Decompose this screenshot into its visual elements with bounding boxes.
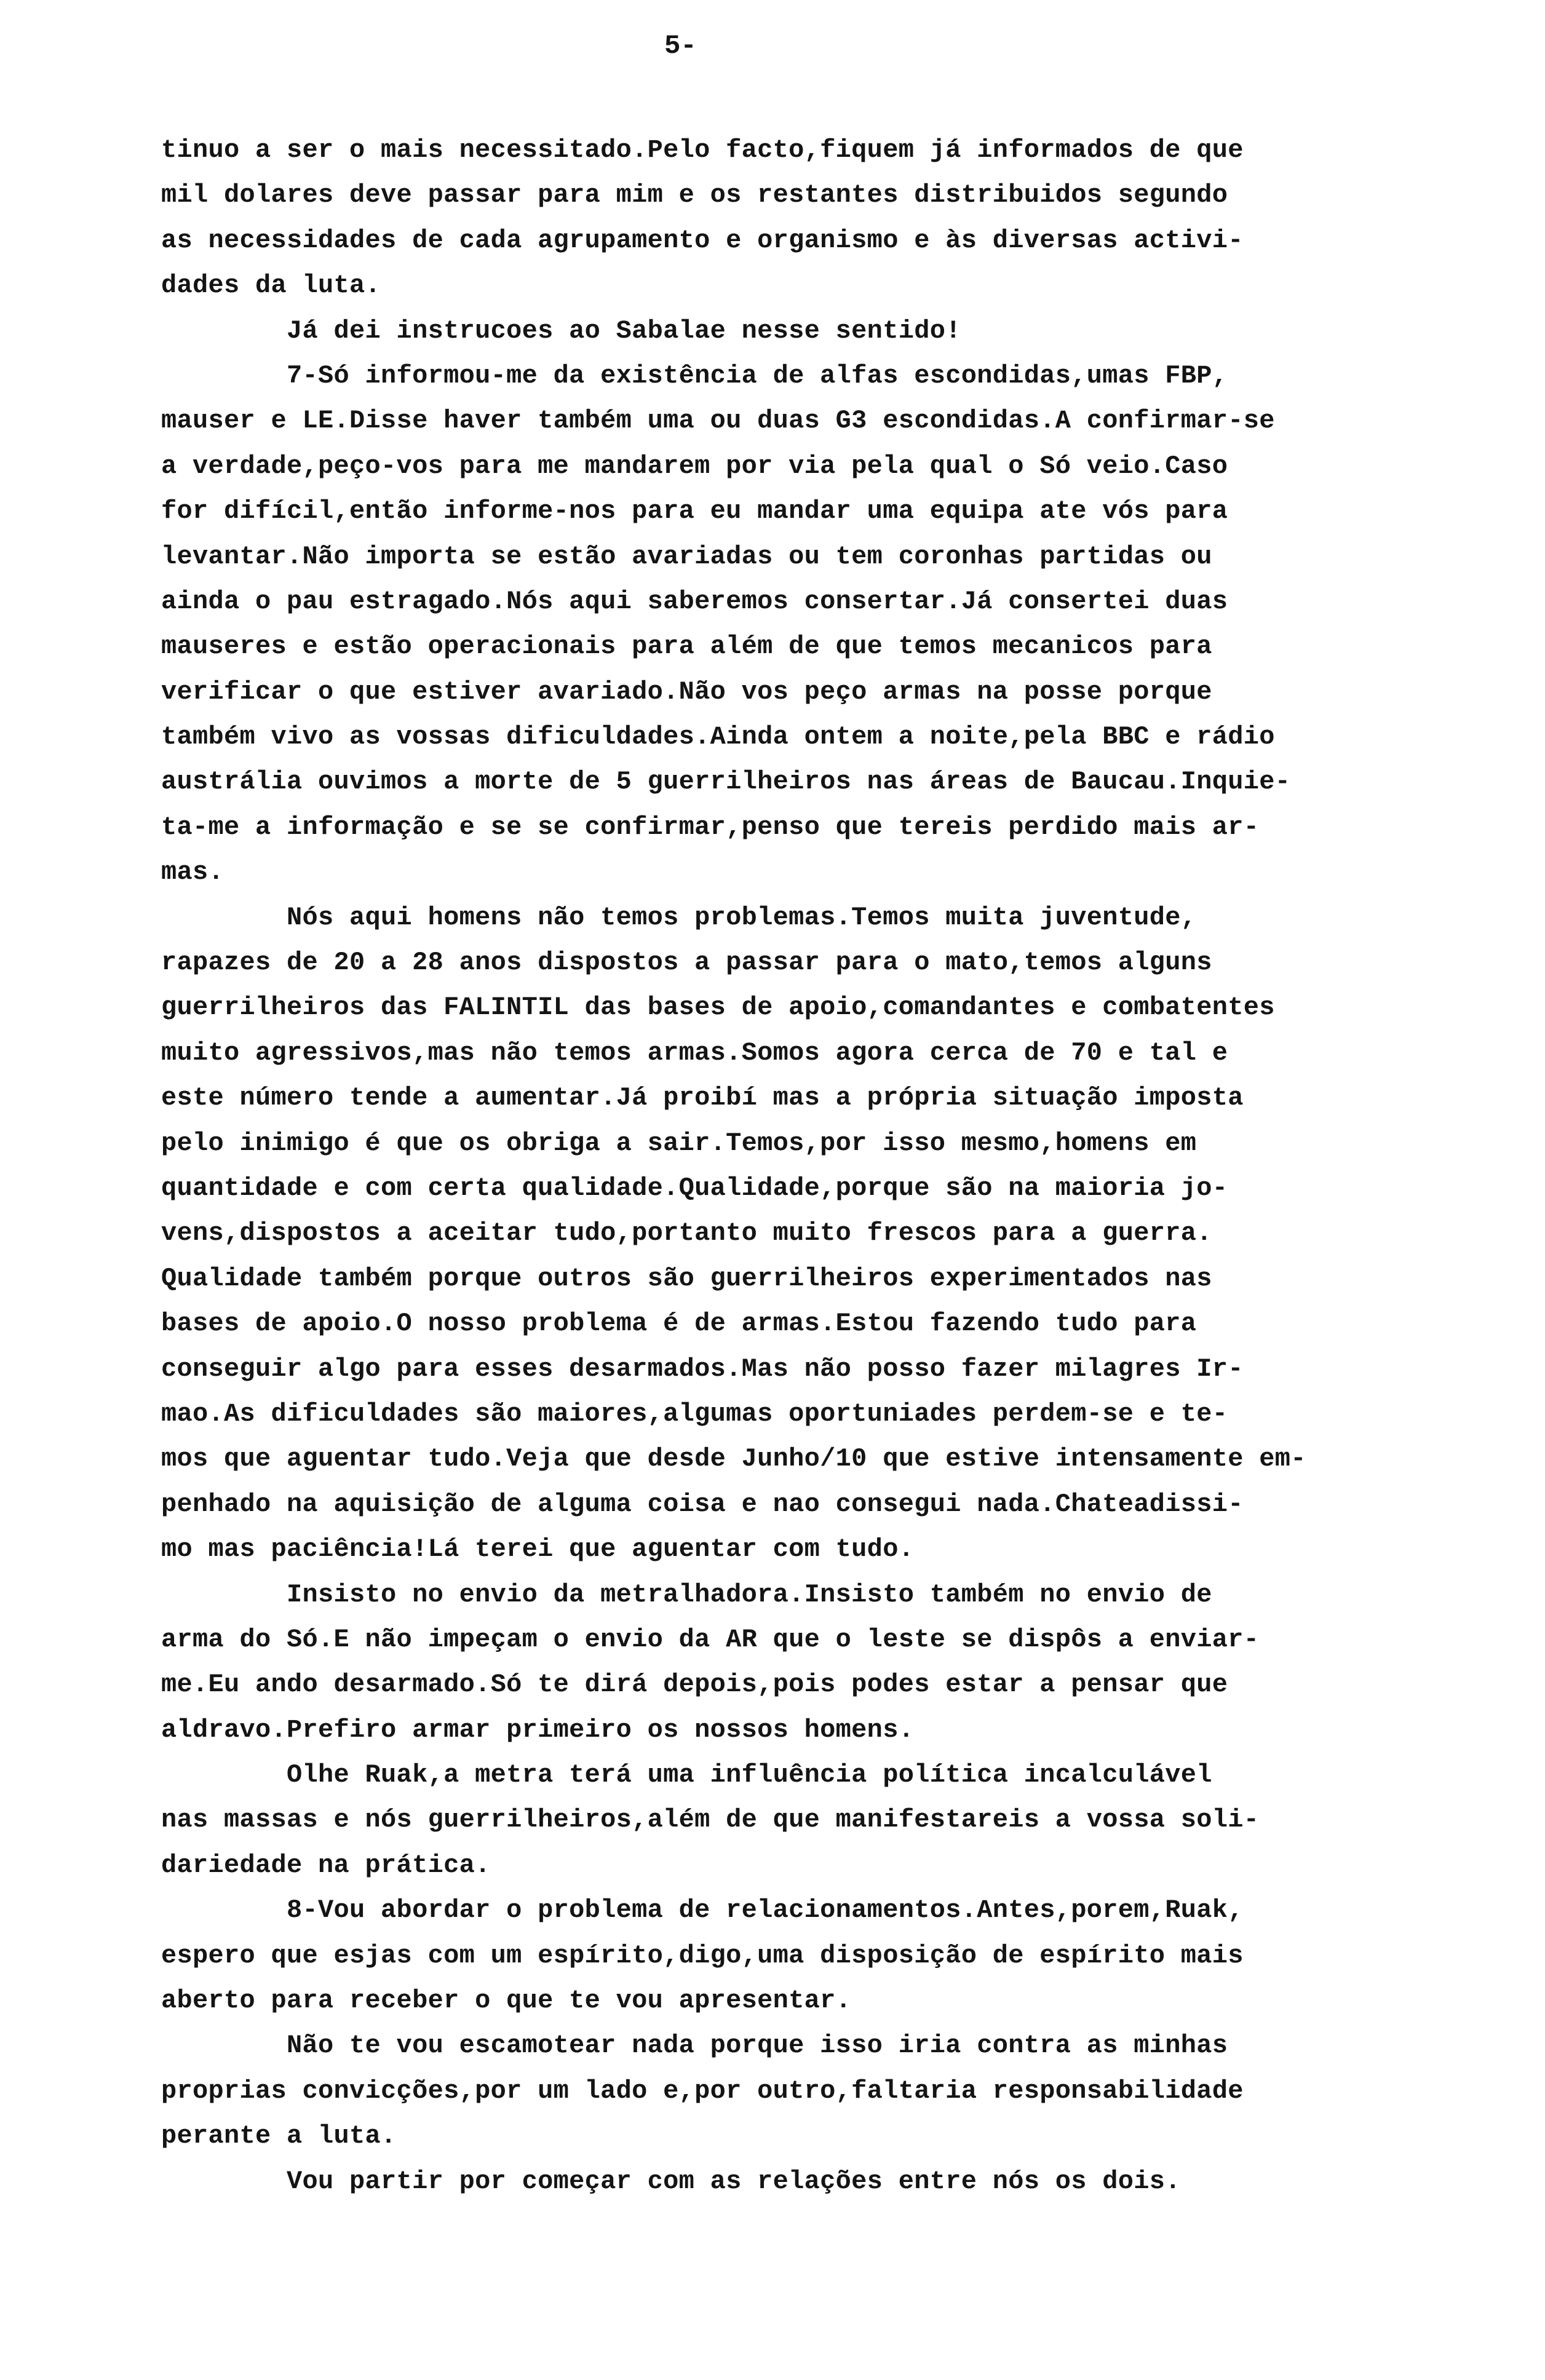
text-line: mil dolares deve passar para mim e os restantes distribuidos segundo	[161, 180, 1228, 210]
text-line: Vou partir por começar com as relações entre nós os dois.	[161, 2166, 1181, 2196]
text-line: Já dei instrucoes ao Sabalae nesse sentido!	[161, 315, 961, 346]
text-line: mo mas paciência!Lá terei que aguentar com tudo.	[161, 1534, 915, 1565]
text-line: conseguir algo para esses desarmados.Mas não posso fazer milagres Ir-	[161, 1354, 1244, 1384]
typewritten-letter-body	[161, 128, 1490, 2204]
text-line: aberto para receber o que te vou apresentar.	[161, 1986, 852, 2016]
text-line: a verdade,peço-vos para me mandarem por via pela qual o Só veio.Caso	[161, 451, 1228, 481]
text-line: 7-Só informou-me da existência de alfas escondidas,umas FBP,	[161, 360, 1228, 391]
text-line: austrália ouvimos a morte de 5 guerrilheiros nas áreas de Baucau.Inquie-	[161, 767, 1291, 797]
text-line: for difícil,então informe-nos para eu mandar uma equipa ate vós para	[161, 496, 1228, 526]
text-line: muito agressivos,mas não temos armas.Somos agora cerca de 70 e tal e	[161, 1037, 1228, 1068]
text-line: vens,dispostos a aceitar tudo,portanto muito frescos para a guerra.	[161, 1218, 1212, 1248]
text-line: mao.As dificuldades são maiores,algumas oportuniades perdem-se e te-	[161, 1398, 1228, 1429]
text-line: aldravo.Prefiro armar primeiro os nossos homens.	[161, 1715, 915, 1745]
text-line: dades da luta.	[161, 271, 381, 301]
text-line: perante a luta.	[161, 2121, 397, 2151]
text-line: espero que esjas com um espírito,digo,uma disposição de espírito mais	[161, 1940, 1244, 1970]
text-line: ainda o pau estragado.Nós aqui saberemos consertar.Já consertei duas	[161, 586, 1228, 616]
text-line: tinuo a ser o mais necessitado.Pelo facto,fiquem já informados de que	[161, 135, 1244, 165]
text-line: mauser e LE.Disse haver também uma ou duas G3 escondidas.A confirmar-se	[161, 406, 1275, 436]
text-line: pelo inimigo é que os obriga a sair.Temos,por isso mesmo,homens em	[161, 1128, 1197, 1158]
text-line: proprias convicções,por um lado e,por outro,faltaria responsabilidade	[161, 2076, 1244, 2106]
text-line: Nós aqui homens não temos problemas.Temos muita juventude,	[161, 902, 1197, 932]
text-line: levantar.Não importa se estão avariadas ou tem coronhas partidas ou	[161, 541, 1212, 571]
text-line: também vivo as vossas dificuldades.Ainda ontem a noite,pela BBC e rádio	[161, 722, 1275, 752]
text-line: Olhe Ruak,a metra terá uma influência política incalculável	[161, 1760, 1212, 1790]
text-line: mauseres e estão operacionais para além de que temos mecanicos para	[161, 632, 1212, 662]
text-line: arma do Só.E não impeçam o envio da AR que o leste se dispôs a enviar-	[161, 1624, 1260, 1654]
text-line: ta-me a informação e se se confirmar,penso que tereis perdido mais ar-	[161, 812, 1260, 842]
text-line: Insisto no envio da metralhadora.Insisto também no envio de	[161, 1579, 1212, 1609]
text-line: 8-Vou abordar o problema de relacionamentos.Antes,porem,Ruak,	[161, 1895, 1244, 1926]
text-line: as necessidades de cada agrupamento e organismo e às diversas activi-	[161, 225, 1244, 255]
text-line: penhado na aquisição de alguma coisa e nao consegui nada.Chateadissi-	[161, 1489, 1244, 1519]
text-line: dariedade na prática.	[161, 1850, 491, 1880]
text-line: quantidade e com certa qualidade.Qualidade,porque são na maioria jo-	[161, 1173, 1228, 1203]
text-line: rapazes de 20 a 28 anos dispostos a passar para o mato,temos alguns	[161, 948, 1212, 978]
text-line: verificar o que estiver avariado.Não vos peço armas na posse porque	[161, 676, 1212, 707]
text-line: mos que aguentar tudo.Veja que desde Junho/10 que estive intensamente em-	[161, 1444, 1306, 1474]
text-line: este número tende a aumentar.Já proibí mas a própria situação imposta	[161, 1083, 1244, 1113]
text-line: bases de apoio.O nosso problema é de armas.Estou fazendo tudo para	[161, 1309, 1197, 1339]
text-line: me.Eu ando desarmado.Só te dirá depois,pois podes estar a pensar que	[161, 1670, 1228, 1700]
text-line: Não te vou escamotear nada porque isso iria contra as minhas	[161, 2031, 1228, 2061]
page-number: 5-	[664, 31, 697, 61]
text-line: nas massas e nós guerrilheiros,além de que manifestareis a vossa soli-	[161, 1805, 1260, 1835]
text-line: Qualidade também porque outros são guerrilheiros experimentados nas	[161, 1263, 1212, 1293]
text-line: mas.	[161, 857, 224, 887]
text-line: guerrilheiros das FALINTIL das bases de apoio,comandantes e combatentes	[161, 993, 1275, 1023]
